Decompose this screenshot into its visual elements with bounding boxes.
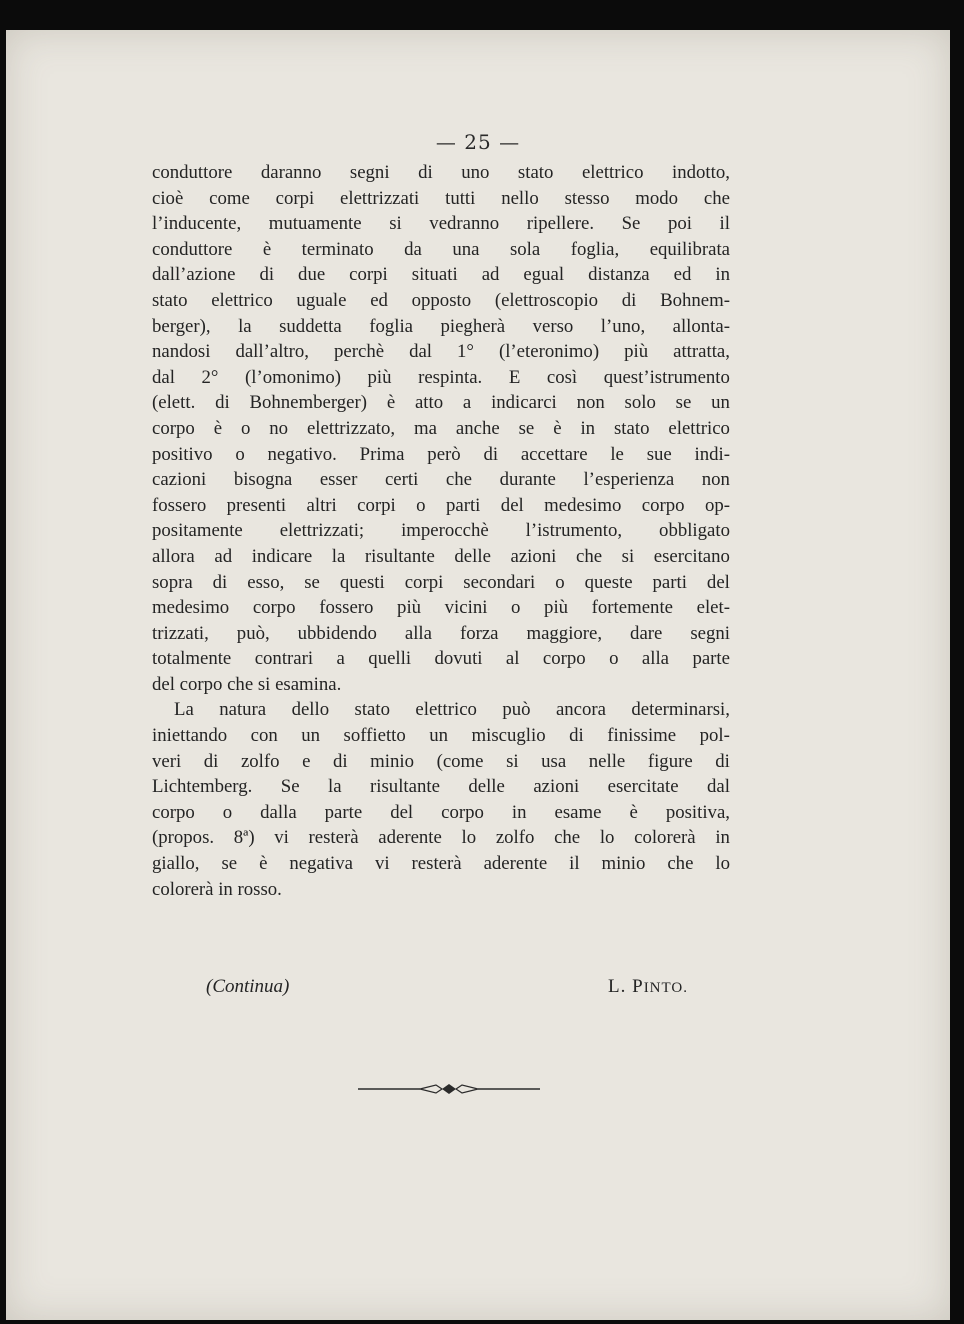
text-line: veri di zolfo e di minio (come si usa nelle figure di: [152, 750, 730, 772]
text-line: Lichtemberg. Se la risultante delle azioni esercitate dal: [152, 776, 730, 798]
author-initial: L. P: [608, 976, 644, 997]
text-line: allora ad indicare la risultante delle azioni che si esercitano: [152, 545, 730, 567]
page-number: — 25 —: [435, 130, 521, 154]
text-line: berger), la suddetta foglia piegherà verso l’uno, allonta-: [152, 315, 730, 337]
text-line: iniettando con un soffietto un miscuglio di finissime pol-: [152, 725, 730, 747]
text-line: giallo, se è negativa vi resterà aderente il minio che lo: [152, 853, 730, 875]
text-line: corpo o dalla parte del corpo in esame è positiva,: [152, 801, 730, 823]
book-page: [6, 30, 950, 1320]
text-line: dall’azione di due corpi situati ad egual distanza ed in: [152, 264, 730, 286]
text-line: trizzati, può, ubbidendo alla forza maggiore, dare segni: [152, 622, 730, 644]
text-line: conduttore daranno segni di uno stato elettrico indotto,: [152, 162, 730, 183]
text-line: (propos. 8ª) vi resterà aderente lo zolfo che lo colorerà in: [152, 827, 730, 849]
text-line: dal 2° (l’omonimo) più respinta. E così quest’istrumento: [152, 366, 730, 388]
text-line: l’inducente, mutuamente si vedranno ripellere. Se poi il: [152, 213, 730, 235]
text-line: sopra di esso, se questi corpi secondari o queste parti del: [152, 571, 730, 593]
text-line: cazioni bisogna esser certi che durante l’esperienza non: [152, 469, 730, 491]
text-line: totalmente contrari a quelli dovuti al corpo o alla parte: [152, 648, 730, 670]
text-line: positivo o negativo. Prima però di accettare le sue indi-: [152, 443, 730, 465]
text-line: (elett. di Bohnemberger) è atto a indicarci non solo se un: [152, 392, 730, 414]
text-line: colorerà in rosso.: [152, 878, 282, 900]
text-line: del corpo che si esamina.: [152, 673, 342, 695]
continua-note: (Continua): [206, 976, 290, 997]
footer: [206, 976, 688, 998]
text-line: nandosi dall’altro, perchè dal 1° (l’eteronimo) più attratta,: [152, 341, 730, 363]
text-line: La natura dello stato elettrico può ancora determinarsi,: [174, 699, 730, 721]
text-line: cioè come corpi elettrizzati tutti nello stesso modo che: [152, 187, 730, 209]
end-ornament: [358, 1082, 540, 1096]
text-line: fossero presenti altri corpi o parti del medesimo corpo op-: [152, 494, 730, 516]
author-signature: [608, 976, 688, 998]
body-text: [152, 160, 730, 902]
text-line: corpo è o no elettrizzato, ma anche se è in stato elettrico: [152, 417, 730, 439]
text-line: medesimo corpo fossero più vicini o più fortemente elet-: [152, 597, 730, 619]
author-surname-rest: INTO.: [643, 980, 688, 996]
text-line: conduttore è terminato da una sola foglia, equilibrata: [152, 238, 730, 260]
text-line: positamente elettrizzati; imperocchè l’istrumento, obbligato: [152, 520, 730, 542]
text-line: stato elettrico uguale ed opposto (elettroscopio di Bohnem-: [152, 289, 730, 311]
